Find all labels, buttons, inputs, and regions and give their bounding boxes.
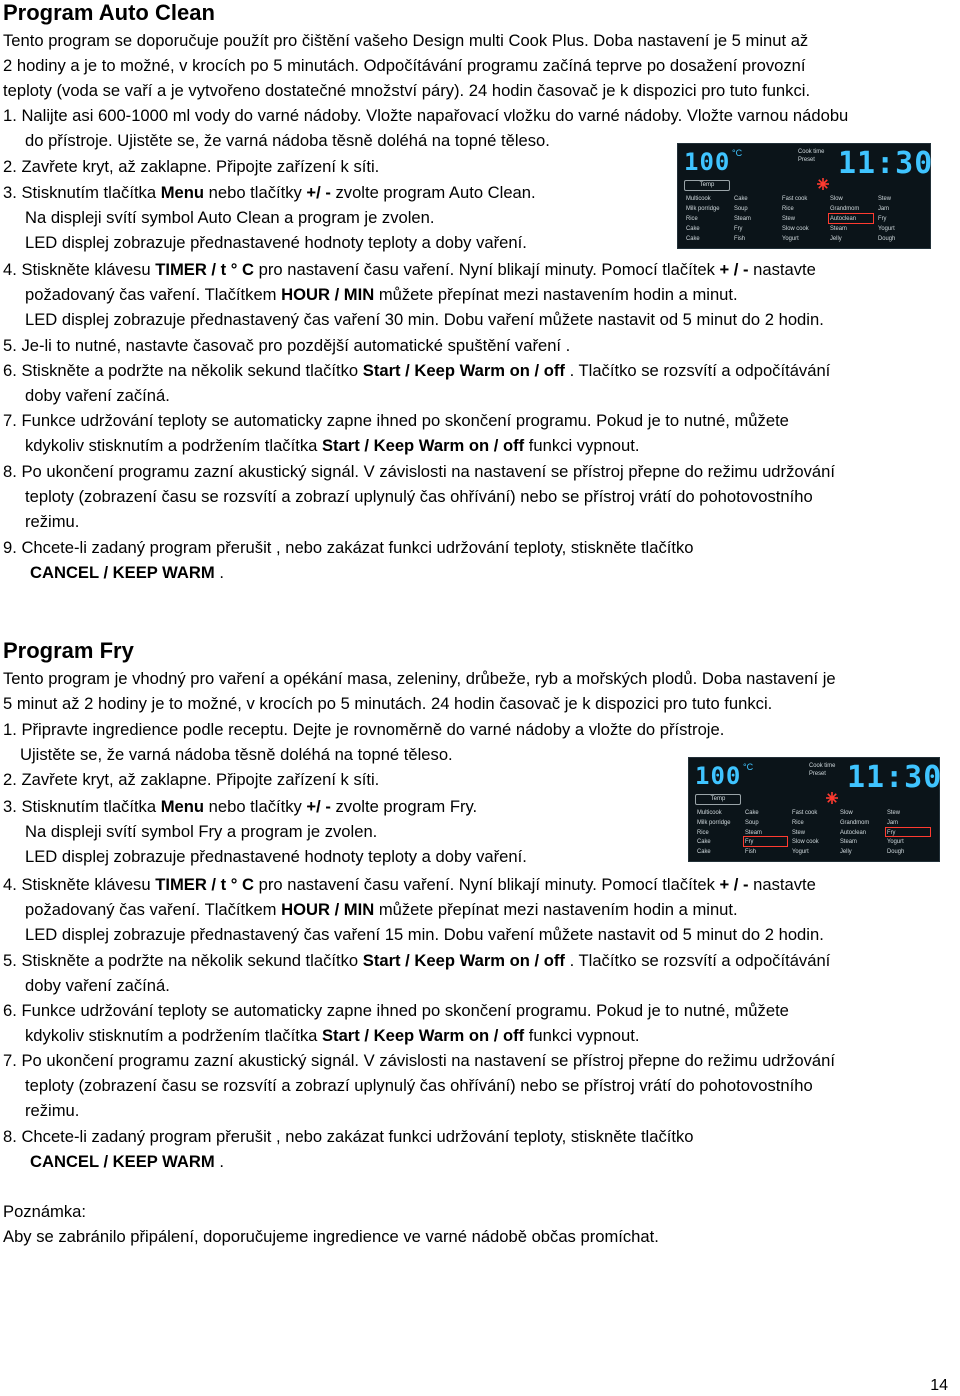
fry-heading: Program Fry — [3, 638, 134, 663]
auto-clean-line-1: Tento program se doporučuje použít pro čištění vašeho Design multi Cook Plus. Doba nastavení je 5 minut až — [3, 31, 809, 50]
selected-program-highlight — [828, 213, 874, 224]
text-run: . — [214, 1152, 224, 1171]
text-run: nastavte — [748, 875, 816, 894]
text-run: . Tlačítko se rozsvítí a odpočítávání — [564, 951, 831, 970]
hour-min-button-ref: HOUR / MIN — [281, 285, 375, 304]
program-label: Multicook — [697, 809, 722, 816]
fry-step-3b: Na displeji svítí symbol Fry a program je zvolen. — [25, 822, 378, 841]
plus-minus-ref: +/ - — [306, 797, 331, 816]
text-run: . Tlačítko se rozsvítí a odpočítávání — [564, 361, 831, 380]
program-label: Cake — [686, 225, 700, 232]
text-run: 3. Stisknutím tlačítka — [3, 183, 161, 202]
text-run: nebo tlačítky — [204, 183, 307, 202]
text-run: 5. Stiskněte a podržte na několik sekund tlačítko — [3, 951, 363, 970]
auto-clean-step-9: 9. Chcete-li zadaný program přerušit , nebo zakázat funkci udržování teploty, stiskněte tlačítko — [3, 538, 694, 557]
text-run: funkci vypnout. — [524, 436, 640, 455]
temp-button-label: Temp — [684, 180, 730, 191]
program-label: Stew — [887, 809, 901, 816]
fry-step-7: 7. Po ukončení programu zazní akustický signál. V závislosti na nastavení se přístroj přepne do režimu udržování — [3, 1051, 835, 1070]
program-label: Stew — [878, 195, 892, 202]
program-label: Steam — [734, 215, 751, 222]
auto-clean-step-9b — [30, 562, 224, 584]
fry-step-8: 8. Chcete-li zadaný program přerušit , nebo zakázat funkci udržování teploty, stiskněte tlačítko — [3, 1127, 694, 1146]
auto-clean-heading: Program Auto Clean — [3, 0, 215, 25]
cancel-keep-warm-ref: CANCEL / KEEP WARM — [30, 1152, 215, 1171]
fry-step-5b: doby vaření začíná. — [25, 976, 170, 995]
control-panel-image-autoclean — [677, 143, 934, 249]
text-run: 6. Stiskněte a podržte na několik sekund tlačítko — [3, 361, 363, 380]
temp-button-label: Temp — [695, 794, 741, 805]
menu-button-ref: Menu — [160, 183, 205, 202]
program-label: Fast cook — [782, 195, 808, 202]
time-readout: 11:30 — [838, 146, 934, 181]
fry-step-4 — [3, 874, 816, 896]
text-run: zvolte program Auto Clean. — [330, 183, 536, 202]
program-label: Jam — [878, 205, 890, 212]
menu-button-ref: Menu — [160, 797, 205, 816]
auto-clean-step-7b — [25, 435, 640, 457]
program-label: Slow — [830, 195, 843, 202]
program-label: Cake — [697, 838, 711, 846]
cook-time-label: Cook time — [798, 148, 825, 155]
fry-step-3c: LED displej zobrazuje přednastavené hodnoty teploty a doby vaření. — [25, 847, 527, 866]
program-label: Fry — [878, 215, 887, 222]
fan-icon — [815, 176, 831, 192]
program-label: Cake — [697, 848, 711, 856]
program-label: Stew — [792, 828, 806, 836]
preset-label: Preset — [809, 770, 826, 777]
start-keep-warm-ref: Start / Keep Warm on / off — [321, 436, 525, 455]
time-readout: 11:30 — [847, 760, 943, 795]
program-label: Multicook — [686, 195, 711, 202]
text-run: 3. Stisknutím tlačítka — [3, 797, 161, 816]
auto-clean-step-5: 5. Je-li to nutné, nastavte časovač pro pozdější automatické spuštění vaření . — [3, 336, 571, 355]
hour-min-button-ref: HOUR / MIN — [281, 900, 375, 919]
fry-step-1: 1. Připravte ingredience podle receptu. Dejte je rovnoměrně do varné nádoby a vložte do přístroje. — [3, 720, 725, 739]
plus-minus-ref: +/ - — [306, 183, 331, 202]
program-label: Cake — [744, 809, 759, 816]
fry-step-4b — [25, 899, 738, 921]
program-label: Slow cook — [782, 225, 809, 232]
program-label: Soup — [734, 205, 748, 212]
fry-line-1: Tento program je vhodný pro vaření a opékání masa, zeleniny, drůbeže, ryb a mořských plodů. Doba nastavení je — [3, 669, 836, 688]
auto-clean-step-3c: LED displej zobrazuje přednastavené hodnoty teploty a doby vaření. — [25, 233, 527, 252]
fry-step-1b: Ujistěte se, že varná nádoba těsně doléhá na topné těleso. — [20, 745, 453, 764]
program-label: Fish — [744, 848, 756, 856]
cancel-keep-warm-ref: CANCEL / KEEP WARM — [30, 563, 215, 582]
fan-icon — [824, 790, 840, 806]
text-run: nebo tlačítky — [204, 797, 307, 816]
program-label: Dough — [878, 235, 896, 242]
temperature-readout: 100 — [695, 762, 742, 790]
plus-minus-ref: + / - — [719, 260, 749, 279]
auto-clean-step-1: 1. Nalijte asi 600-1000 ml vody do varné nádoby. Vložte napařovací vložku do varné nádoby. Vložte varnou nádobu — [3, 106, 849, 125]
text-run: kdykoliv stisknutím a podržením tlačítka — [25, 436, 322, 455]
preset-label: Preset — [798, 156, 815, 163]
text-run: pro nastavení času vaření. Nyní blikají minuty. Pomocí tlačítek — [254, 875, 720, 894]
text-run: zvolte program Fry. — [330, 797, 478, 816]
plus-minus-ref: + / - — [719, 875, 749, 894]
program-label: Grandmom — [839, 818, 870, 826]
text-run: kdykoliv stisknutím a podržením tlačítka — [25, 1026, 322, 1045]
auto-clean-step-8c: režimu. — [25, 512, 80, 531]
text-run: 4. Stiskněte klávesu — [3, 260, 156, 279]
auto-clean-step-4 — [3, 259, 816, 281]
note-label: Poznámka: — [3, 1202, 87, 1221]
auto-clean-line-3: teploty (voda se vaří a je vytvořeno dostatečné množství páry). 24 hodin časovač je k dispozici pro tuto funkci. — [3, 81, 811, 100]
selected-program-highlight — [885, 827, 931, 838]
start-keep-warm-ref: Start / Keep Warm on / off — [362, 361, 565, 380]
program-label: Jam — [887, 818, 899, 826]
program-label: Slow cook — [792, 838, 819, 846]
text-run: . — [214, 563, 224, 582]
text-run: funkci vypnout. — [524, 1026, 640, 1045]
program-label: Milk porridge — [697, 818, 731, 826]
program-label: Rice — [792, 818, 804, 826]
auto-clean-step-4b — [25, 284, 738, 306]
degree-symbol: °C — [732, 148, 743, 158]
fry-step-4c: LED displej zobrazuje přednastavený čas vaření 15 min. Dobu vaření můžete nastavit od 5 minut do 2 hodin. — [25, 925, 824, 944]
program-label: Fry — [744, 838, 754, 846]
fry-step-7c: režimu. — [25, 1101, 80, 1120]
auto-clean-step-8b: teploty (zobrazení času se rozsvítí a zobrazí uplynulý čas ohřívání) nebo se přístroj vrátí do pohotovostního — [25, 487, 813, 506]
program-label: Steam — [839, 838, 857, 846]
program-label: Stew — [782, 215, 796, 222]
fry-step-6: 6. Funkce udržování teploty se automaticky zapne ihned po skončení programu. Pokud je to nutné, můžete — [3, 1001, 789, 1020]
program-label: Slow — [839, 809, 853, 816]
program-label: Steam — [744, 828, 762, 836]
program-label: Rice — [782, 205, 794, 212]
page-number: 14 — [930, 1377, 948, 1394]
cook-time-label: Cook time — [809, 762, 836, 769]
auto-clean-step-4c: LED displej zobrazuje přednastavený čas vaření 30 min. Dobu vaření můžete nastavit od 5 minut do 2 hodin. — [25, 310, 824, 329]
fry-step-6b — [25, 1025, 640, 1047]
program-label: Grandmom — [830, 205, 860, 212]
text-run: požadovaný čas vaření. Tlačítkem — [25, 285, 282, 304]
degree-symbol: °C — [743, 762, 754, 772]
selected-program-highlight — [743, 836, 789, 847]
text-run: požadovaný čas vaření. Tlačítkem — [25, 900, 282, 919]
program-label: Cake — [686, 235, 700, 242]
program-label: Dough — [887, 848, 905, 856]
fry-step-2: 2. Zavřete kryt, až zaklapne. Připojte zařízení k síti. — [3, 770, 380, 789]
program-label: Fish — [734, 235, 746, 242]
fry-step-3 — [3, 796, 477, 818]
note-text: Aby se zabránilo připálení, doporučujeme ingredience ve varné nádobě občas promíchat. — [3, 1227, 659, 1246]
start-keep-warm-ref: Start / Keep Warm on / off — [321, 1026, 525, 1045]
auto-clean-line-2: 2 hodiny a je to možné, v krocích po 5 minutách. Odpočítávání programu začíná teprve po dosažení provozní — [3, 56, 806, 75]
temperature-readout: 100 — [684, 148, 731, 176]
auto-clean-step-3 — [3, 182, 536, 204]
fry-line-2: 5 minut až 2 hodiny je to možné, v krocích po 5 minutách. 24 hodin časovač je k dispozici pro tuto funkci. — [3, 694, 773, 713]
timer-button-ref: TIMER / t ° C — [155, 260, 255, 279]
program-label: Autoclean — [830, 215, 857, 222]
program-label: Soup — [744, 818, 759, 826]
program-label: Fast cook — [792, 809, 818, 816]
program-label: Jelly — [839, 848, 852, 856]
program-label: Milk porridge — [686, 205, 720, 212]
program-label: Yogurt — [887, 838, 905, 846]
program-label: Yogurt — [792, 848, 809, 856]
auto-clean-step-1b: do přístroje. Ujistěte se, že varná nádoba těsně doléhá na topné těleso. — [25, 131, 550, 150]
start-keep-warm-ref: Start / Keep Warm on / off — [362, 951, 565, 970]
program-label: Steam — [830, 225, 847, 232]
auto-clean-step-6 — [3, 360, 830, 382]
program-label: Rice — [686, 215, 698, 222]
fry-step-7b: teploty (zobrazení času se rozsvítí a zobrazí uplynulý čas ohřívání) nebo se přístroj vrátí do pohotovostního — [25, 1076, 813, 1095]
program-label: Cake — [734, 195, 748, 202]
program-label: Yogurt — [878, 225, 895, 232]
program-label: Autoclean — [839, 828, 866, 836]
auto-clean-step-2: 2. Zavřete kryt, až zaklapne. Připojte zařízení k síti. — [3, 157, 380, 176]
fry-step-8b — [30, 1151, 224, 1173]
timer-button-ref: TIMER / t ° C — [155, 875, 255, 894]
program-label: Yogurt — [782, 235, 799, 242]
program-label: Fry — [887, 828, 896, 836]
auto-clean-step-6b: doby vaření začíná. — [25, 386, 170, 405]
program-label: Jelly — [830, 235, 842, 242]
fry-step-5 — [3, 950, 830, 972]
text-run: můžete přepínat mezi nastavením hodin a minut. — [374, 900, 738, 919]
text-run: můžete přepínat mezi nastavením hodin a minut. — [374, 285, 738, 304]
auto-clean-step-7: 7. Funkce udržování teploty se automaticky zapne ihned po skončení programu. Pokud je to nutné, můžete — [3, 411, 789, 430]
text-run: nastavte — [748, 260, 816, 279]
auto-clean-step-3b: Na displeji svítí symbol Auto Clean a program je zvolen. — [25, 208, 435, 227]
auto-clean-step-8: 8. Po ukončení programu zazní akustický signál. V závislosti na nastavení se přístroj přepne do režimu udržování — [3, 462, 835, 481]
control-panel-image-fry — [688, 757, 943, 862]
program-label: Fry — [734, 225, 743, 232]
text-run: 4. Stiskněte klávesu — [3, 875, 156, 894]
text-run: pro nastavení času vaření. Nyní blikají minuty. Pomocí tlačítek — [254, 260, 720, 279]
program-label: Rice — [697, 828, 709, 836]
